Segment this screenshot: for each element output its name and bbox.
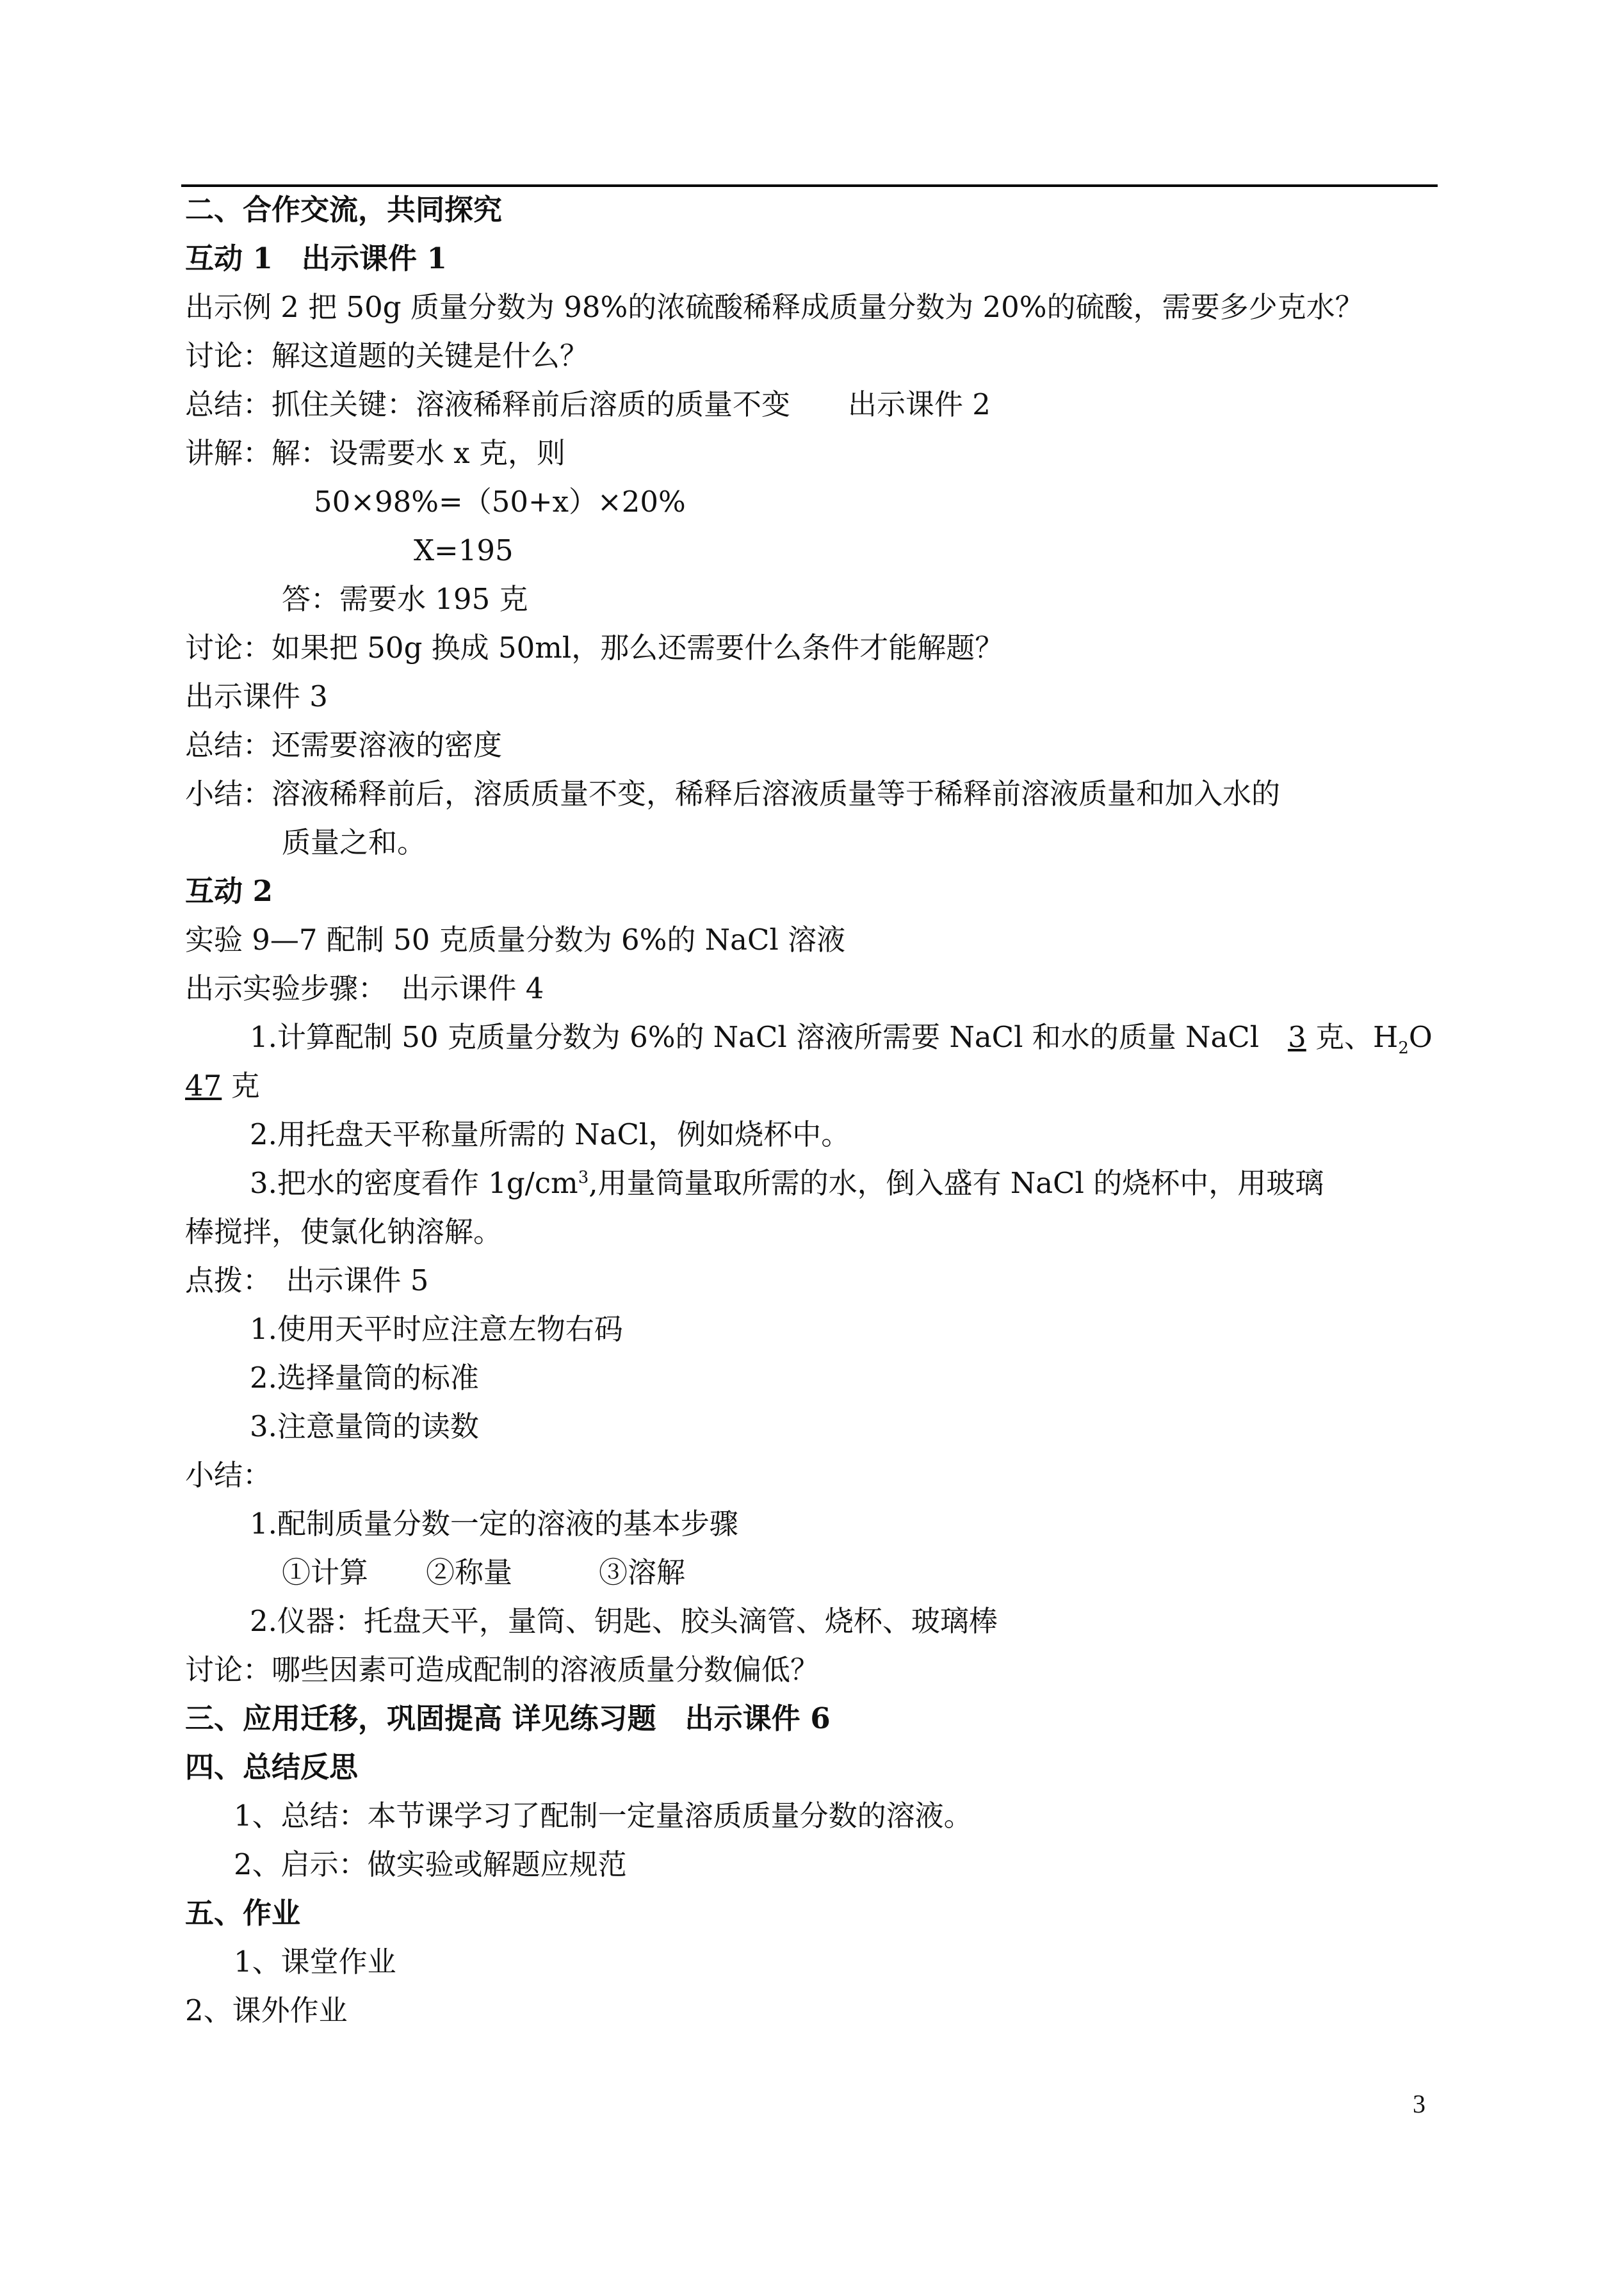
discussion-text-2: 讨论：如果把 50g 换成 50ml，那么还需要什么条件才能解题？ [185, 631, 1004, 665]
water-mass-line [185, 1067, 260, 1105]
hint-item-2: 2.选择量筒的标准 [250, 1361, 479, 1395]
example-2-text: 出示例 2 把 50g 质量分数为 98%的浓硫酸稀释成质量分数为 20%的硫酸，需要多少克水？ [185, 290, 1364, 324]
conclusion-item-2: 2.仪器：托盘天平，量筒、钥匙、胶头滴管、烧杯、玻璃棒 [250, 1604, 998, 1638]
step-3-text-cont: 棒搅拌，使氯化钠溶解。 [185, 1215, 503, 1249]
step-3-text [250, 1164, 1324, 1203]
conclusion-text: 小结：溶液稀释前后，溶质质量不变，稀释后溶液质量等于稀释前溶液质量和加入水的 [185, 777, 1281, 811]
step-1-main: 1.计算配制 50 克质量分数为 6%的 NaCl 溶液所需要 NaCl 和水的质量 NaCl [250, 1020, 1288, 1054]
step-1-text [250, 1018, 1433, 1057]
interaction-2-heading: 互动 2 [185, 874, 273, 908]
discussion-text: 讨论：解这道题的关键是什么？ [185, 339, 589, 373]
hint-heading: 点拨： 出示课件 5 [185, 1263, 429, 1297]
summary-text-2: 总结：还需要溶液的密度 [185, 728, 503, 762]
summary-text: 总结：抓住关键：溶液稀释前后溶质的质量不变 出示课件 2 [185, 387, 991, 421]
experiment-title: 实验 9—7 配制 50 克质量分数为 6%的 NaCl 溶液 [185, 923, 846, 957]
hint-item-3: 3.注意量筒的读数 [250, 1409, 479, 1443]
section-heading-3: 三、应用迁移，巩固提高 详见练习题 出示课件 6 [185, 1701, 831, 1735]
step-list: ①计算 ②称量 ③溶解 [282, 1555, 686, 1589]
interaction-1-heading: 互动 1 出示课件 1 [185, 241, 447, 275]
nacl-mass-answer: 3 [1288, 1020, 1306, 1054]
step-3-rest: ,用量筒量取所需的水，倒入盛有 NaCl 的烧杯中，用玻璃 [589, 1166, 1324, 1200]
explanation-text: 讲解：解：设需要水 x 克，则 [185, 436, 565, 470]
h2o-subscript: 2 [1398, 1039, 1409, 1058]
courseware-3-text: 出示课件 3 [185, 679, 328, 713]
reflection-item-2: 2、启示：做实验或解题应规范 [234, 1847, 627, 1881]
reflection-item-1: 1、总结：本节课学习了配制一定量溶质质量分数的溶液。 [234, 1799, 973, 1833]
step-1-unit: 克、H [1306, 1020, 1399, 1054]
step-1-o: O [1408, 1020, 1433, 1054]
section-heading-2: 二、合作交流，共同探究 [185, 193, 503, 227]
answer-line: 答：需要水 195 克 [282, 582, 528, 616]
conclusion-item-1: 1.配制质量分数一定的溶液的基本步骤 [250, 1507, 738, 1541]
homework-item-2: 2、课外作业 [185, 1993, 348, 2027]
section-heading-5: 五、作业 [185, 1896, 301, 1930]
cm3-superscript: 3 [578, 1168, 589, 1187]
water-mass-unit: 克 [222, 1069, 260, 1103]
conclusion-heading: 小结： [185, 1458, 272, 1492]
header-rule [181, 184, 1438, 187]
section-heading-4: 四、总结反思 [185, 1750, 359, 1784]
step-2-text: 2.用托盘天平称量所需的 NaCl，例如烧杯中。 [250, 1117, 850, 1151]
steps-heading: 出示实验步骤： 出示课件 4 [185, 971, 544, 1005]
page-number: 3 [1413, 2089, 1425, 2118]
solution-line: X=195 [414, 533, 514, 567]
discussion-text-3: 讨论：哪些因素可造成配制的溶液质量分数偏低？ [185, 1653, 820, 1687]
water-mass-answer: 47 [185, 1069, 222, 1103]
hint-item-1: 1.使用天平时应注意左物右码 [250, 1312, 623, 1346]
equation-line: 50×98%=（50+x）×20% [314, 485, 686, 519]
conclusion-text-cont: 质量之和。 [282, 825, 426, 859]
homework-item-1: 1、课堂作业 [234, 1945, 396, 1979]
step-3-main: 3.把水的密度看作 1g/cm [250, 1166, 578, 1200]
